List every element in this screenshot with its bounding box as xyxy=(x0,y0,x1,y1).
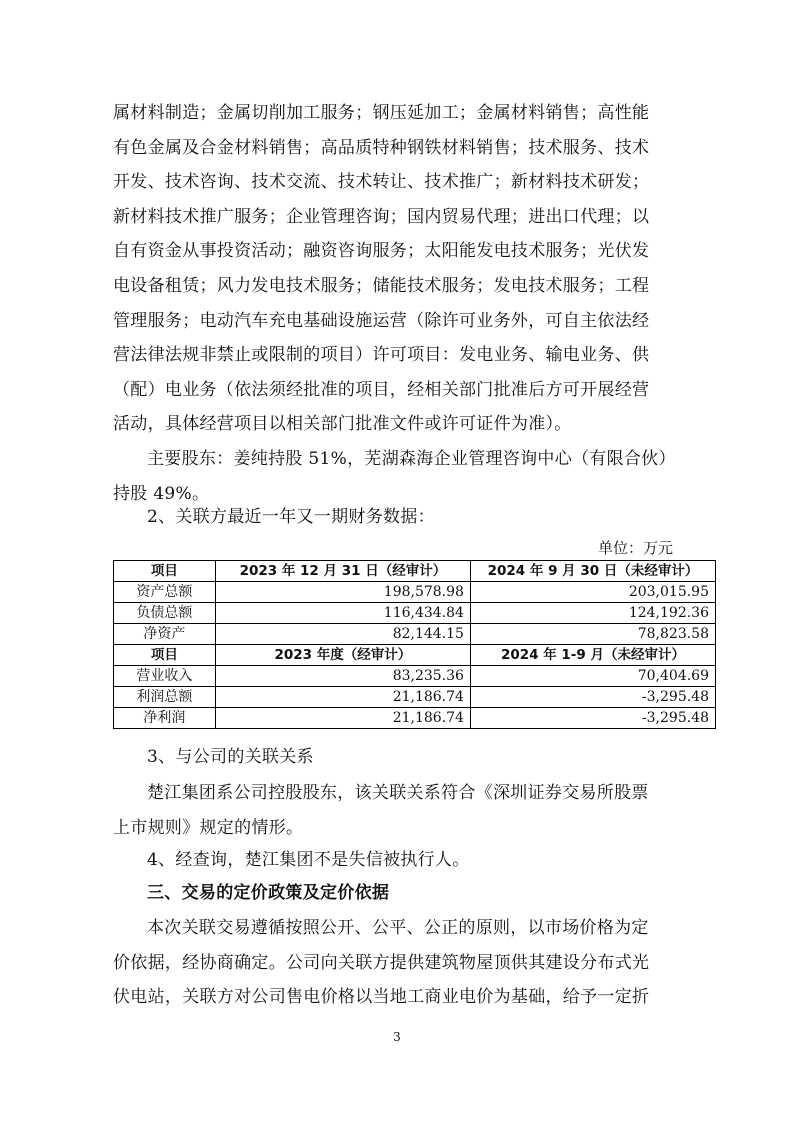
table-cell: -3,295.48 xyxy=(470,708,715,729)
text-line: 伏电站，关联方对公司售电价格以当地工商业电价为基础，给予一定折 xyxy=(113,987,650,1008)
table-header-cell: 项目 xyxy=(114,561,216,582)
table-row xyxy=(114,708,716,729)
table-cell: -3,295.48 xyxy=(470,687,715,708)
text-line: 主要股东：姜纯持股 51%，芜湖森海企业管理咨询中心（有限合伙） xyxy=(147,449,676,469)
page-number: 3 xyxy=(393,1030,401,1044)
table-cell: 净利润 xyxy=(114,708,216,729)
table-row xyxy=(114,603,716,624)
table-cell: 83,235.36 xyxy=(215,666,470,687)
text-line: 活动，具体经营项目以相关部门批准文件或许可证件为准）。 xyxy=(113,414,572,435)
table-header-row xyxy=(114,561,716,582)
table-cell: 资产总额 xyxy=(114,582,216,603)
section-3-title: 3、与公司的关联关系 xyxy=(147,747,314,767)
table-header-cell: 项目 xyxy=(114,645,216,666)
text-line: 价依据，经协商确定。公司向关联方提供建筑物屋顶供其建设分布式光 xyxy=(113,952,650,973)
table-cell: 203,015.95 xyxy=(470,582,715,603)
section-4-text: 4、经查询，楚江集团不是失信被执行人。 xyxy=(147,850,470,870)
text-line: 楚江集团系公司控股股东，该关联关系符合《深圳证券交易所股票 xyxy=(147,783,649,803)
section-heading-pricing: 三、交易的定价政策及定价依据 xyxy=(147,883,390,903)
business-scope-paragraph xyxy=(113,96,681,442)
table-cell: 82,144.15 xyxy=(215,624,470,645)
table-cell: 124,192.36 xyxy=(470,603,715,624)
text-line: （配）电业务（依法须经批准的项目，经相关部门批准后方可开展经营 xyxy=(113,379,650,400)
table-row xyxy=(114,666,716,687)
table-cell: 198,578.98 xyxy=(215,582,470,603)
text-line: 开发、技术咨询、技术交流、技术转让、技术推广；新材料技术研发； xyxy=(113,172,650,193)
text-line: 电设备租赁；风力发电技术服务；储能技术服务；发电技术服务；工程 xyxy=(113,275,650,296)
table-row xyxy=(114,687,716,708)
text-line: 本次关联交易遵循按照公开、公平、公正的原则，以市场价格为定 xyxy=(147,918,649,938)
table-cell: 21,186.74 xyxy=(215,708,470,729)
text-line: 属材料制造；金属切削加工服务；钢压延加工；金属材料销售；高性能 xyxy=(113,103,650,123)
table-cell: 营业收入 xyxy=(114,666,216,687)
text-line: 新材料技术推广服务；企业管理咨询；国内贸易代理；进出口代理；以 xyxy=(113,206,650,227)
table-row xyxy=(114,582,716,603)
text-line: 自有资金从事投资活动；融资咨询服务；太阳能发电技术服务；光伏发 xyxy=(113,241,650,262)
table-header-cell: 2023 年度（经审计） xyxy=(215,645,470,666)
text-line: 有色金属及合金材料销售；高品质特种钢铁材料销售；技术服务、技术 xyxy=(113,137,650,158)
table-header-row xyxy=(114,645,716,666)
table-cell: 116,434.84 xyxy=(215,603,470,624)
table-cell: 净资产 xyxy=(114,624,216,645)
text-line: 持股 49%。 xyxy=(113,483,210,504)
text-line: 营法律法规非禁止或限制的项目）许可项目：发电业务、输电业务、供 xyxy=(113,345,650,366)
table-header-cell: 2023 年 12 月 31 日（经审计） xyxy=(215,561,470,582)
table-header-cell: 2024 年 1-9 月（未经审计） xyxy=(470,645,715,666)
table-cell: 负债总额 xyxy=(114,603,216,624)
table-cell: 21,186.74 xyxy=(215,687,470,708)
text-line: 上市规则》规定的情形。 xyxy=(113,817,304,838)
text-line: 管理服务；电动汽车充电基础设施运营（除许可业务外，可自主依法经 xyxy=(113,310,650,331)
pricing-paragraph xyxy=(113,911,681,1015)
financial-data-table xyxy=(113,560,716,729)
table-cell: 利润总额 xyxy=(114,687,216,708)
unit-label: 单位：万元 xyxy=(598,539,674,557)
table-cell: 70,404.69 xyxy=(470,666,715,687)
table-cell: 78,823.58 xyxy=(470,624,715,645)
relation-paragraph xyxy=(113,776,681,845)
section-2-title: 2、关联方最近一年又一期财务数据： xyxy=(147,507,435,527)
table-row xyxy=(114,624,716,645)
table-header-cell: 2024 年 9 月 30 日（未经审计） xyxy=(470,561,715,582)
